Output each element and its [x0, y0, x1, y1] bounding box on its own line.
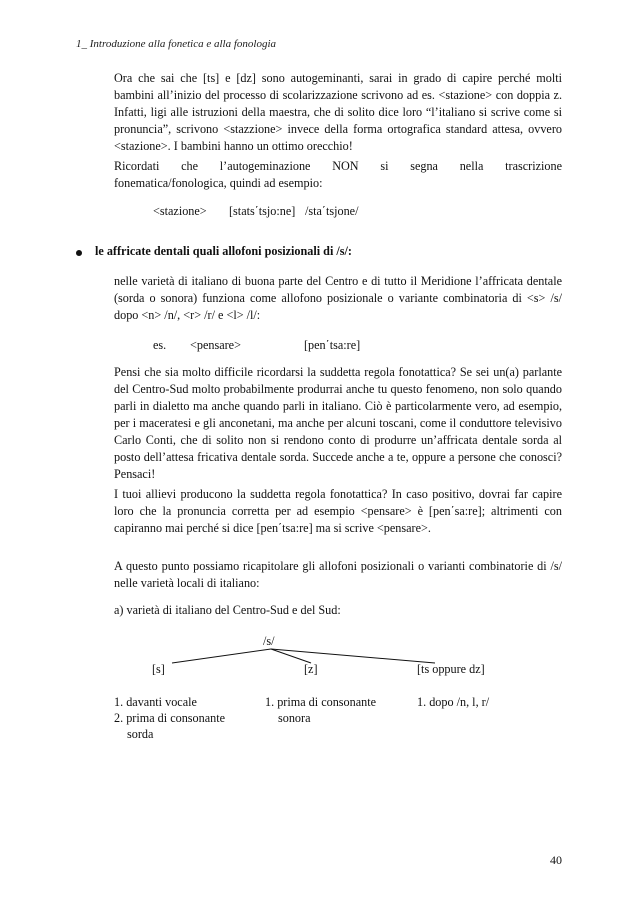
tree-branch-ts-dz: [ts oppure dz] — [417, 662, 485, 676]
tree-root: /s/ — [263, 634, 275, 648]
page-number: 40 — [550, 853, 562, 867]
tree-branch-z: [z] — [304, 662, 318, 676]
tree-context-z: 1. prima di consonante sonora — [265, 695, 377, 725]
paragraph-ricapitolare: A questo punto possiamo ricapitolare gli allofoni posizionali o varianti combinatorie di /s/ nelle varietà locali di italiano: — [114, 559, 562, 590]
example-word-pensare: <pensare> — [190, 338, 241, 352]
ricordati-line-1: Ricordati che l’autogeminazione NON si segna nella trascrizione — [114, 159, 562, 173]
paragraph-pensi: Pensi che sia molto difficile ricordarsi la suddetta regola fonotattica? Se sei un(a) parlante del Centro-Sud molto probabilmente produrrai anche tu questo fenomeno, non solo quando parli in dialetto ma anche quando parli in italiano. Ciò è particolarmente vero, ad esempio, per i maceratesi e gli anconetani, ma anche per alcuni toscani, come il conduttore televisivo Carlo Conti, che di solito non si rendono conto di produrre un’affricata dentale sorda al posto dell’attesa fricativa dentale sorda. Succede anche a te, oppure a persone che conosci? Pensaci! — [114, 365, 562, 481]
tree-context-ts-dz: 1. dopo /n, l, r/ — [417, 695, 490, 709]
tree-branch-s: [s] — [152, 662, 165, 676]
paragraph-affricate: nelle varietà di italiano di buona parte del Centro e di tutto il Meridione l’affricata dentale (sorda o sonora) funziona come allofono posizionale o variante combinatoria di <s> /s/ dopo <n> /n/, <r> /r/ e <l> /l/: — [114, 274, 562, 322]
tree-branch-left — [172, 649, 271, 663]
example-phonetic-stazione: [stats΄tsjo:ne] — [229, 204, 296, 218]
list-item-a: a) varietà di italiano del Centro-Sud e del Sud: — [114, 603, 341, 617]
paragraph-autogeminazione: Ora che sai che [ts] e [dz] sono autogeminanti, sarai in grado di capire perché molti bambini all’inizio del processo di scolarizzazione scrivono ad es. <stazione> con doppia z. Infatti, ligi alle istruzioni della maestra, che di solito dice loro “l’italiano si scrive come si pronuncia”, scrivono <stazzione> invece della forma ortografica standard attesa, ovvero <stazione>. I bambini hanno un ottimo orecchio! — [114, 71, 562, 153]
running-header: 1_ Introduzione alla fonetica e alla fonologia — [76, 38, 277, 50]
tree-context-s: 1. davanti vocale 2. prima di consonante sorda — [114, 695, 226, 741]
example-word-stazione: <stazione> — [153, 204, 207, 218]
example-phonemic-stazione: /sta΄tsjone/ — [305, 204, 359, 218]
paragraph-allievi: I tuoi allievi producono la suddetta regola fonotattica? In caso positivo, dovrai far capire loro che la pronuncia corretta per ad esempio <pensare> è [pen΄sa:re]; altrimenti con capiranno mai perché si dice [pen΄tsa:re] ma si scrive <pensare>. — [114, 487, 562, 535]
ricordati-line-2: fonematica/fonologica, quindi ad esempio: — [114, 176, 323, 190]
example-label: es. — [153, 338, 167, 352]
bullet-heading: le affricate dentali quali allofoni posizionali di /s/: — [95, 244, 352, 258]
example-phonetic-pensare: [pen΄tsa:re] — [304, 338, 361, 352]
tree-branch-right — [271, 649, 435, 663]
